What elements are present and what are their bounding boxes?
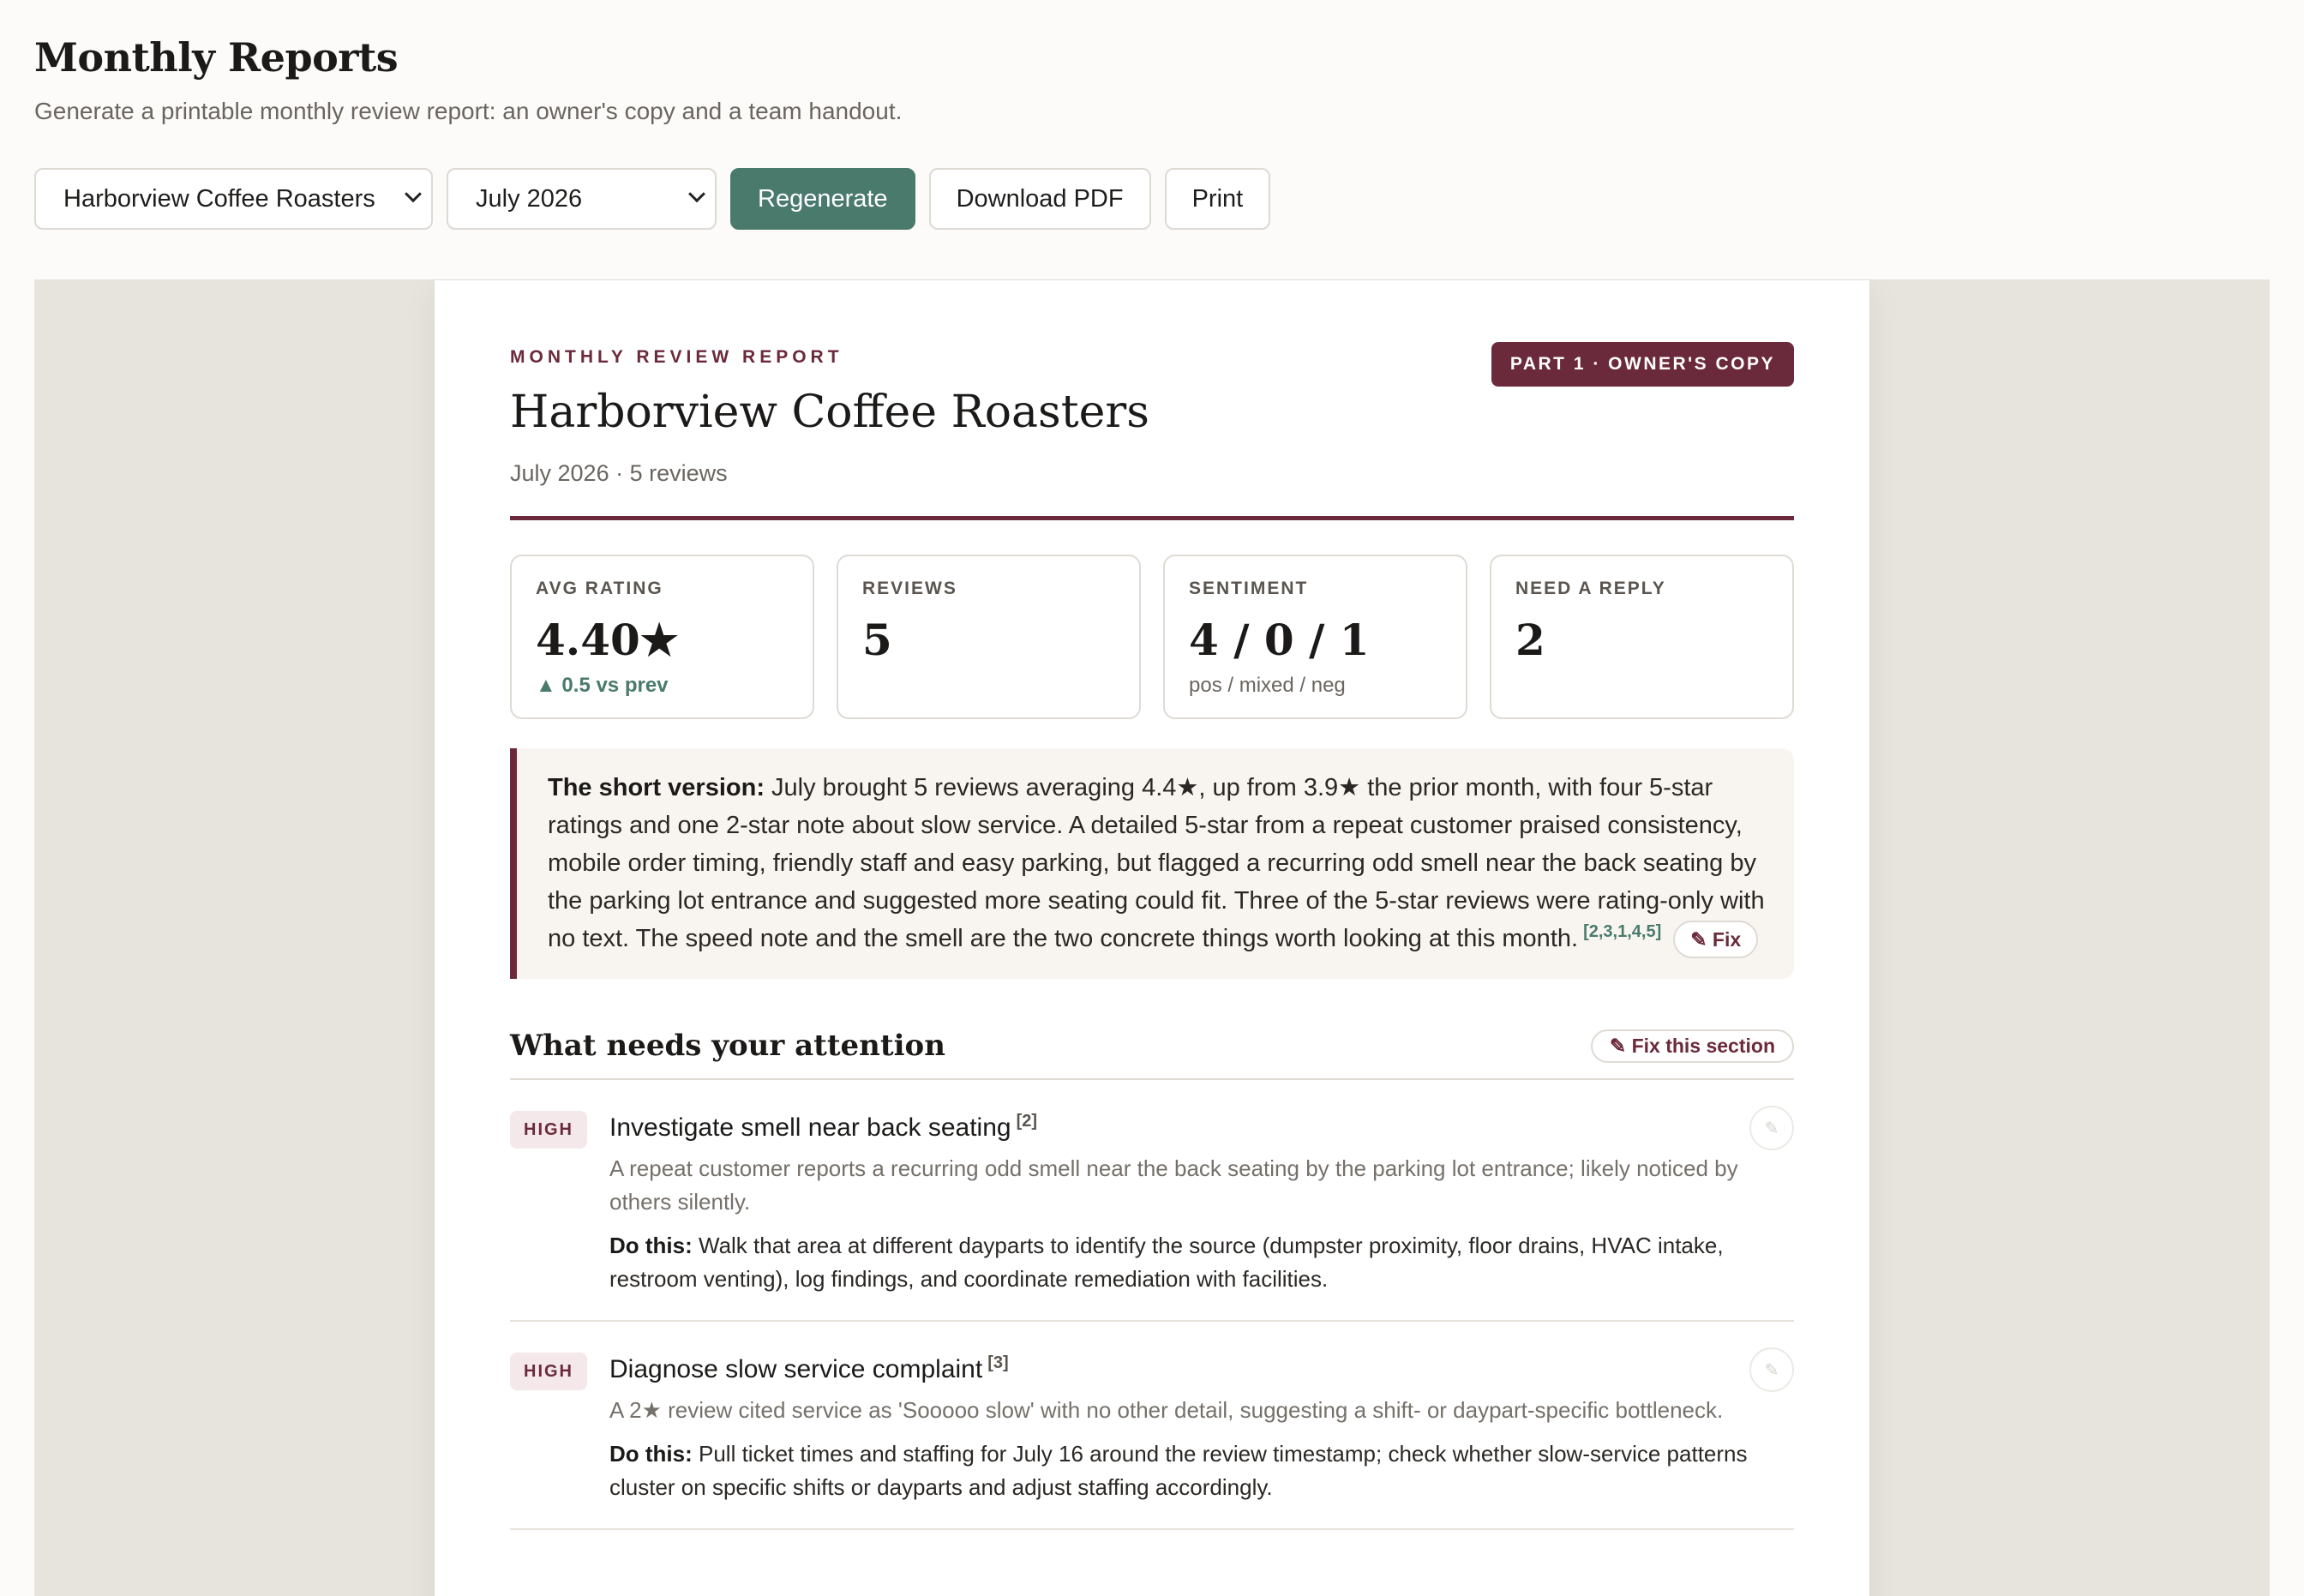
action-text: Walk that area at different dayparts to identify the source (dumpster proximity, floor drains, HVAC intake, restroom venting), log findings, and coordinate remediation with facilities. — [609, 1233, 1724, 1293]
report-controls — [34, 168, 2270, 230]
attention-item-citation[interactable]: [3] — [987, 1353, 1009, 1373]
attention-item-description: A repeat customer reports a recurring odd smell near the back seating by the parking lot entrance; likely noticed by others silently. — [609, 1155, 1738, 1215]
attention-section-title: What needs your attention — [510, 1029, 945, 1064]
edit-icon[interactable]: ✎ — [1749, 1347, 1794, 1392]
stat-value: 4 / 0 / 1 — [1189, 615, 1370, 665]
stat-value: 4.40★ — [536, 615, 679, 665]
stat-card-reviews — [837, 555, 1141, 719]
summary-text: July brought 5 reviews averaging 4.4★, up from 3.9★ the prior month, with four 5-star ratings and one 2-star note about slow service. A detailed 5-star from a repeat customer praised consistency, mobile order timing, friendly staff and easy parking, but flagged a recurring odd smell near the back seating by the parking lot entrance and suggested more seating could fit. Three of the 5-star reviews were rating-only with no text. The speed note and the smell are the two concrete things worth looking at this month. — [548, 774, 1765, 952]
stat-label: AVG RATING — [536, 579, 663, 598]
business-select[interactable] — [34, 168, 433, 230]
month-select-value: July 2026 — [476, 184, 583, 213]
attention-item-title-text: Diagnose slow service complaint — [609, 1355, 983, 1384]
stat-label: NEED A REPLY — [1515, 579, 1666, 598]
stat-card-need-reply — [1490, 555, 1794, 719]
action-label: Do this: — [609, 1441, 693, 1467]
report-business-name: Harborview Coffee Roasters — [510, 387, 1149, 438]
action-label: Do this: — [609, 1233, 693, 1259]
attention-section-header — [510, 1029, 1794, 1080]
regenerate-button[interactable]: Regenerate — [730, 168, 915, 230]
fix-section-button[interactable]: ✎ Fix this section — [1591, 1029, 1794, 1063]
stat-label: SENTIMENT — [1189, 579, 1309, 598]
summary-callout — [510, 748, 1794, 979]
report-meta: July 2026 · 5 reviews — [510, 460, 728, 486]
chevron-down-icon — [405, 185, 422, 202]
stat-value: 5 — [862, 615, 892, 665]
stat-card-avg-rating — [510, 555, 814, 719]
app — [0, 0, 2304, 230]
page-title: Monthly Reports — [34, 34, 399, 81]
attention-item-citation[interactable]: [2] — [1016, 1112, 1038, 1131]
part-badge: PART 1 · OWNER'S COPY — [1491, 342, 1794, 387]
report-sheet — [434, 279, 1870, 1596]
attention-item-title — [609, 1109, 1794, 1147]
priority-badge: HIGH — [510, 1353, 587, 1390]
stat-card-sentiment — [1163, 555, 1467, 719]
attention-item-title-text: Investigate smell near back seating — [609, 1113, 1011, 1143]
header-divider — [510, 516, 1794, 520]
stat-value: 2 — [1515, 615, 1545, 665]
summary-lead: The short version: — [548, 774, 765, 801]
stat-trend: ▲ 0.5 vs prev — [536, 674, 669, 697]
stats-row — [510, 555, 1794, 719]
summary-citations[interactable]: [2,3,1,4,5] — [1583, 922, 1662, 942]
attention-item-action — [609, 1229, 1794, 1296]
report-header — [510, 347, 1794, 487]
attention-item-action — [609, 1437, 1794, 1504]
attention-item-description: A 2★ review cited service as 'Sooooo slow' with no other detail, suggesting a shift- or daypart-specific bottleneck. — [609, 1397, 1724, 1424]
business-select-value: Harborview Coffee Roasters — [63, 184, 375, 213]
stat-caption: pos / mixed / neg — [1189, 674, 1346, 697]
action-text: Pull ticket times and staffing for July 16 around the review timestamp; check whether slow-service patterns cluster on specific shifts or dayparts and adjust staffing accordingly. — [609, 1441, 1748, 1501]
report-preview-area[interactable] — [34, 279, 2270, 1596]
report-eyebrow: MONTHLY REVIEW REPORT — [510, 347, 843, 367]
summary-fix-button[interactable]: ✎ Fix — [1673, 921, 1758, 958]
page-subtitle: Generate a printable monthly review report: an owner's copy and a team handout. — [34, 98, 903, 124]
chevron-down-icon — [688, 185, 705, 202]
attention-item — [510, 1080, 1794, 1322]
attention-item — [510, 1322, 1794, 1530]
edit-icon[interactable]: ✎ — [1749, 1106, 1794, 1150]
stat-label: REVIEWS — [862, 579, 957, 598]
download-pdf-button[interactable]: Download PDF — [929, 168, 1151, 230]
print-button[interactable]: Print — [1165, 168, 1271, 230]
month-select[interactable] — [447, 168, 717, 230]
attention-item-body — [609, 1351, 1794, 1504]
priority-badge: HIGH — [510, 1111, 587, 1149]
attention-item-title — [609, 1351, 1794, 1389]
attention-item-body — [609, 1109, 1794, 1296]
